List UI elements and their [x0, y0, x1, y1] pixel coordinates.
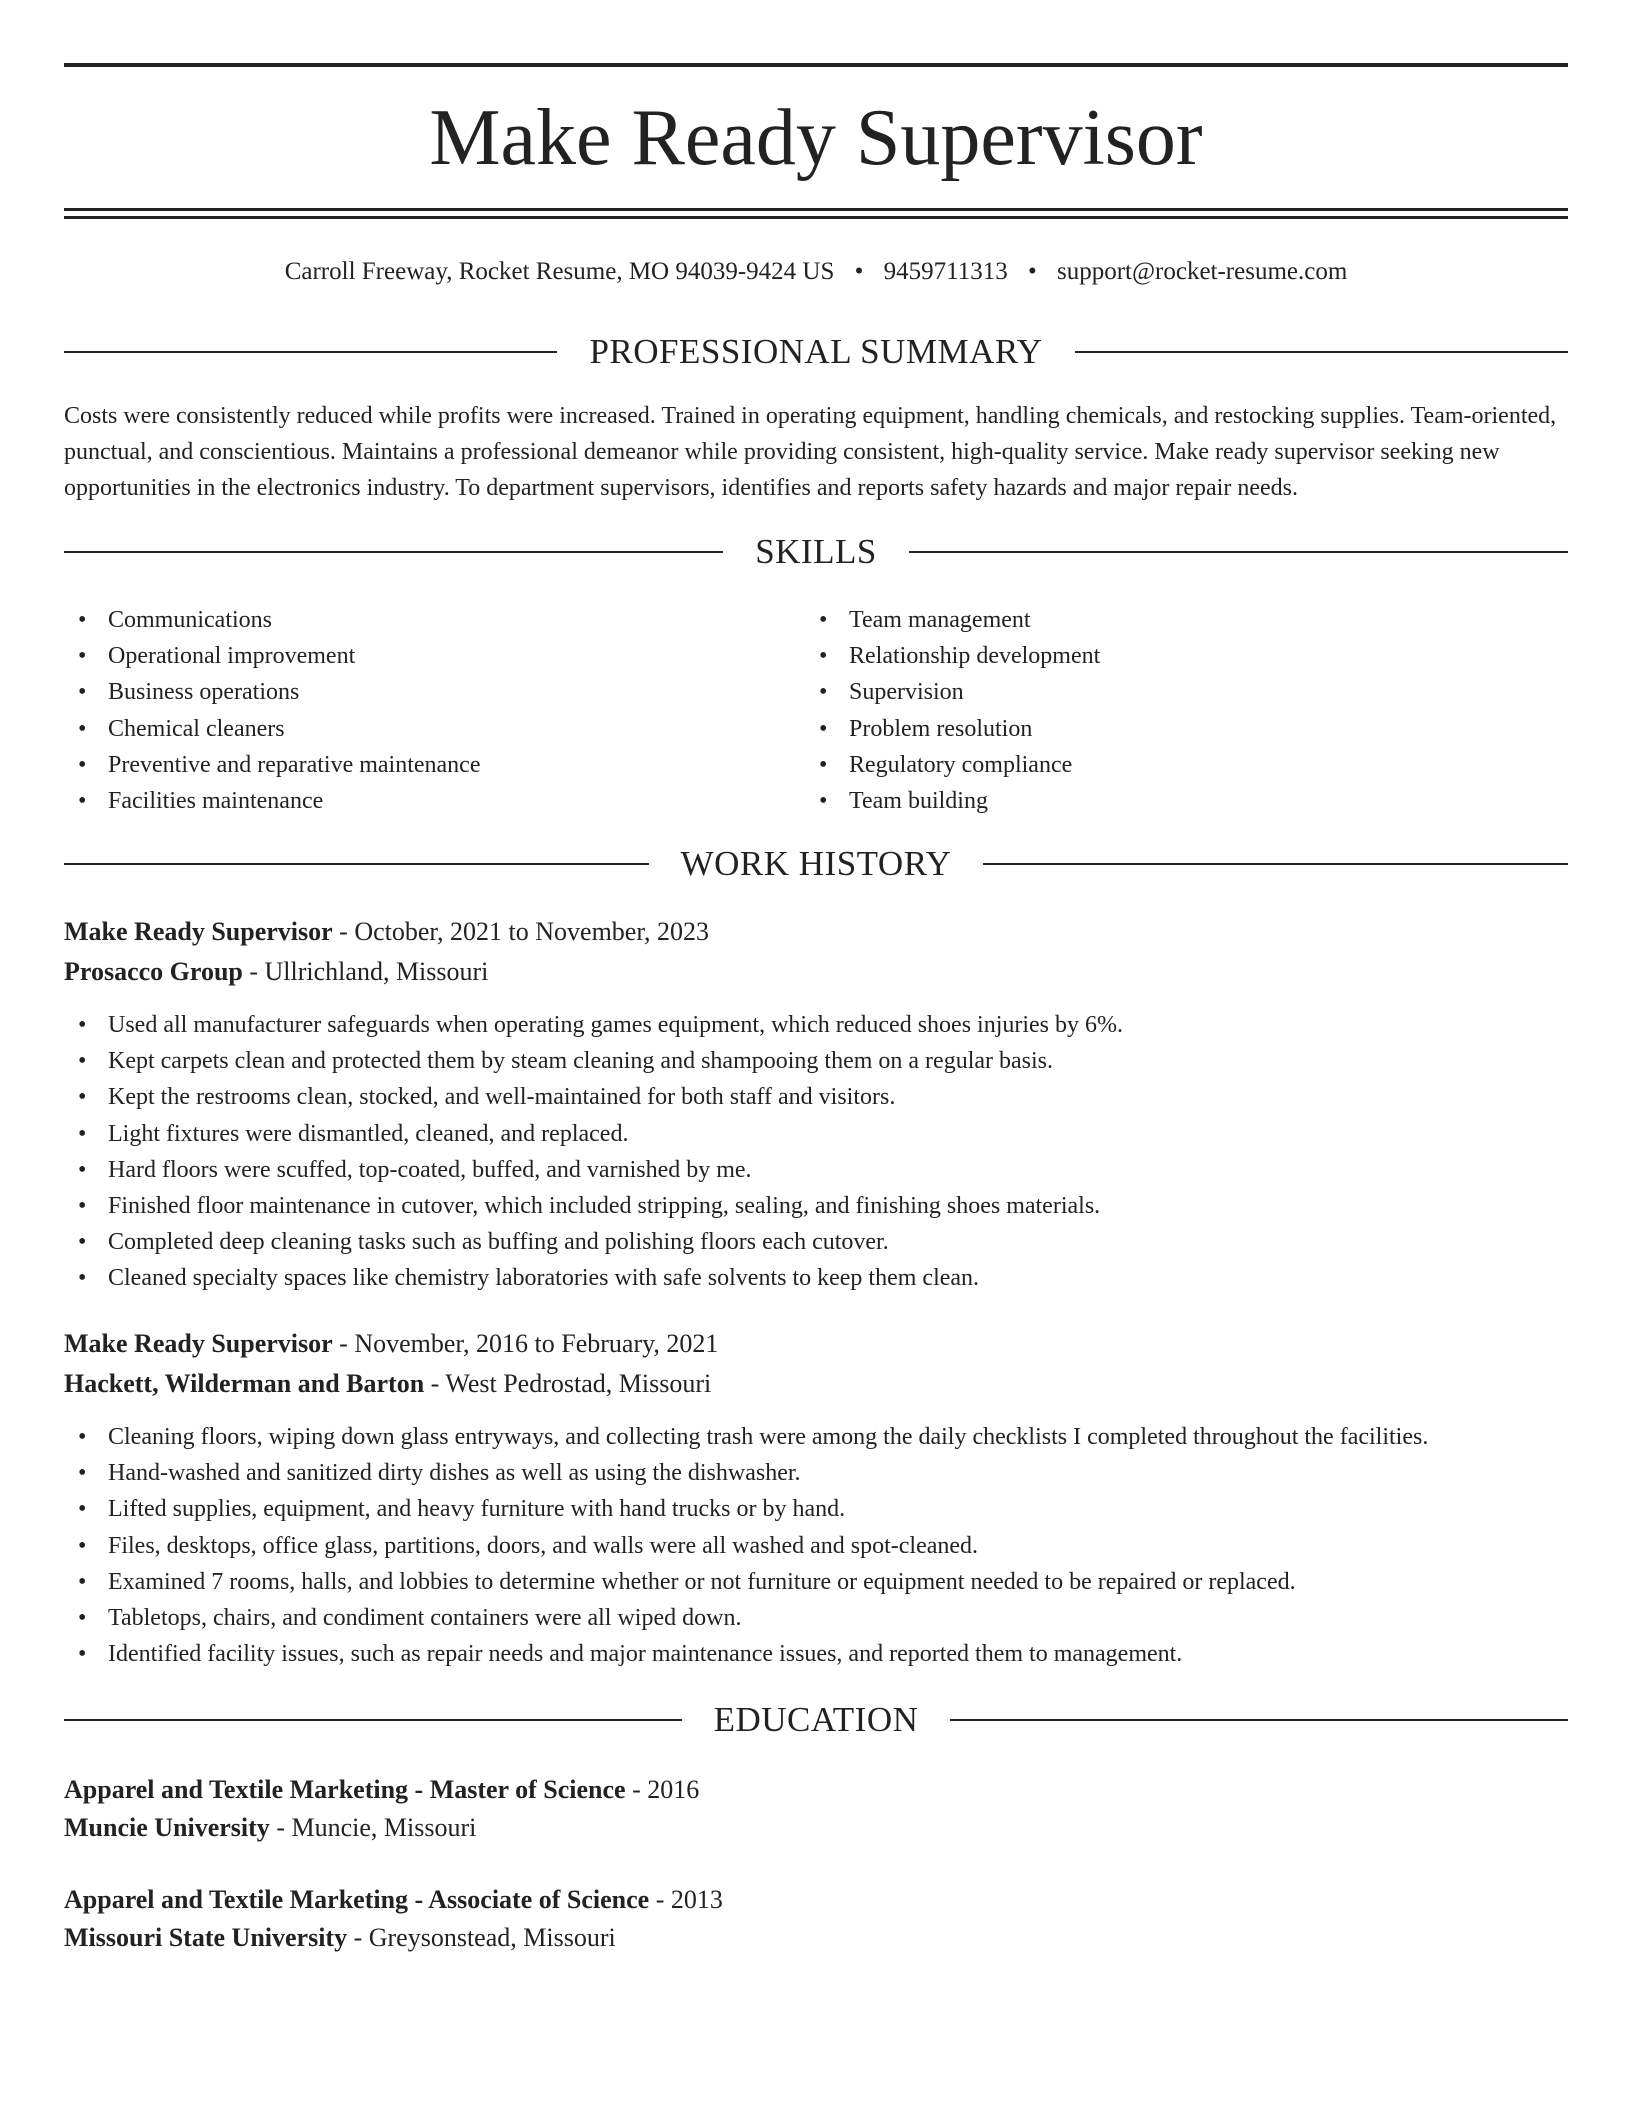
- education-heading: [64, 1698, 1568, 1742]
- skills-heading: [64, 530, 1568, 574]
- job-location: - Ullrichland, Missouri: [242, 957, 489, 986]
- job-bullet: • Cleaned specialty spaces like chemistry laboratories with safe solvents to keep them clean.: [64, 1260, 1568, 1296]
- job-bullet: • Tabletops, chairs, and condiment containers were all wiped down.: [64, 1600, 1568, 1636]
- job-bullet: • Lifted supplies, equipment, and heavy furniture with hand trucks or by hand.: [64, 1491, 1568, 1527]
- job-bullet: • Hand-washed and sanitized dirty dishes as well as using the dishwasher.: [64, 1455, 1568, 1491]
- job-bullets: [64, 1007, 1568, 1297]
- skill-item: • Team management: [805, 602, 1505, 638]
- job-bullet: • Hard floors were scuffed, top-coated, buffed, and varnished by me.: [64, 1152, 1568, 1188]
- job-title-line: [64, 1326, 1568, 1362]
- summary-heading: [64, 330, 1568, 374]
- contact-separator: •: [1027, 258, 1037, 285]
- job-bullet: • Examined 7 rooms, halls, and lobbies to determine whether or not furniture or equipment needed to be repaired or replaced.: [64, 1564, 1568, 1600]
- education-location: - Greysonstead, Missouri: [347, 1923, 616, 1952]
- header-bottom-rule-2: [64, 216, 1568, 219]
- section-title: EDUCATION: [713, 1700, 919, 1739]
- divider-line: [64, 551, 723, 553]
- job-location: - West Pedrostad, Missouri: [424, 1369, 712, 1398]
- job-company: Prosacco Group: [64, 957, 243, 986]
- education-location: - Muncie, Missouri: [269, 1813, 477, 1842]
- education-year: - 2016: [625, 1775, 700, 1804]
- job-bullets: [64, 1419, 1568, 1672]
- divider-line: [64, 863, 649, 865]
- job-dates: - October, 2021 to November, 2023: [332, 917, 709, 946]
- section-title: PROFESSIONAL SUMMARY: [589, 332, 1043, 371]
- job-bullet: • Kept the restrooms clean, stocked, and well-maintained for both staff and visitors.: [64, 1079, 1568, 1115]
- job-title: Make Ready Supervisor: [64, 1329, 333, 1358]
- education-school-line: [64, 1810, 1568, 1846]
- divider-line: [64, 1719, 682, 1721]
- skill-item: • Team building: [805, 783, 1505, 819]
- education-degree-line: [64, 1772, 1568, 1808]
- skill-item: • Facilities maintenance: [64, 783, 764, 819]
- contact-email: support@rocket-resume.com: [1057, 258, 1348, 285]
- skill-item: • Problem resolution: [805, 711, 1505, 747]
- skill-item: • Communications: [64, 602, 764, 638]
- job-bullet: • Completed deep cleaning tasks such as buffing and polishing floors each cutover.: [64, 1224, 1568, 1260]
- job-company: Hackett, Wilderman and Barton: [64, 1369, 425, 1398]
- job-company-line: [64, 1366, 1568, 1402]
- job-bullet: • Identified facility issues, such as repair needs and major maintenance issues, and reported them to management.: [64, 1636, 1568, 1672]
- header-bottom-rule: [64, 208, 1568, 211]
- divider-line: [909, 551, 1568, 553]
- summary-text: Costs were consistently reduced while profits were increased. Trained in operating equipment, handling chemicals, and restocking supplies. Team-oriented, punctual, and conscientious. Maintains a professional demeanor while providing consistent, high-quality service. Make ready supervisor seeking new opportunities in the electronics industry. To department supervisors, identifies and reports safety hazards and major repair needs.: [64, 403, 1557, 501]
- job-bullet: • Cleaning floors, wiping down glass entryways, and collecting trash were among the daily checklists I completed throughout the facilities.: [64, 1419, 1568, 1455]
- skill-item: • Relationship development: [805, 638, 1505, 674]
- education-school: Missouri State University: [64, 1923, 348, 1952]
- job-title-line: [64, 914, 1568, 950]
- education-degree: Apparel and Textile Marketing - Associate of Science: [64, 1885, 650, 1914]
- section-title: WORK HISTORY: [680, 844, 952, 883]
- skills-list-left: [64, 602, 764, 819]
- contact-separator: •: [854, 258, 864, 285]
- work-history-heading: [64, 842, 1568, 886]
- job-bullet: • Light fixtures were dismantled, cleaned, and replaced.: [64, 1116, 1568, 1152]
- section-title: SKILLS: [755, 532, 877, 571]
- education-school-line: [64, 1920, 1568, 1956]
- skill-item: • Supervision: [805, 674, 1505, 710]
- job-bullet: • Finished floor maintenance in cutover, which included stripping, sealing, and finishing shoes materials.: [64, 1188, 1568, 1224]
- candidate-name: Make Ready Supervisor: [429, 94, 1203, 182]
- skill-item: • Regulatory compliance: [805, 747, 1505, 783]
- divider-line: [1075, 351, 1568, 353]
- skill-item: • Business operations: [64, 674, 764, 710]
- skill-item: • Chemical cleaners: [64, 711, 764, 747]
- divider-line: [983, 863, 1568, 865]
- skill-item: • Operational improvement: [64, 638, 764, 674]
- contact-phone: 9459711313: [883, 258, 1008, 285]
- skill-item: • Preventive and reparative maintenance: [64, 747, 764, 783]
- job-bullet: • Files, desktops, office glass, partitions, doors, and walls were all washed and spot-cleaned.: [64, 1528, 1568, 1564]
- skills-list-right: [805, 602, 1505, 819]
- contact-line: [64, 256, 1568, 288]
- education-degree: Apparel and Textile Marketing - Master of Science: [64, 1775, 626, 1804]
- job-dates: - November, 2016 to February, 2021: [332, 1329, 719, 1358]
- job-bullet: • Used all manufacturer safeguards when operating games equipment, which reduced shoes injuries by 6%.: [64, 1007, 1568, 1043]
- education-degree-line: [64, 1882, 1568, 1918]
- contact-address: Carroll Freeway, Rocket Resume, MO 94039-9424 US: [284, 258, 835, 285]
- job-bullet: • Kept carpets clean and protected them by steam cleaning and shampooing them on a regular basis.: [64, 1043, 1568, 1079]
- header-top-rule: [64, 63, 1568, 67]
- job-company-line: [64, 954, 1568, 990]
- job-title: Make Ready Supervisor: [64, 917, 333, 946]
- education-school: Muncie University: [64, 1813, 270, 1842]
- divider-line: [950, 1719, 1568, 1721]
- divider-line: [64, 351, 557, 353]
- education-year: - 2013: [649, 1885, 723, 1914]
